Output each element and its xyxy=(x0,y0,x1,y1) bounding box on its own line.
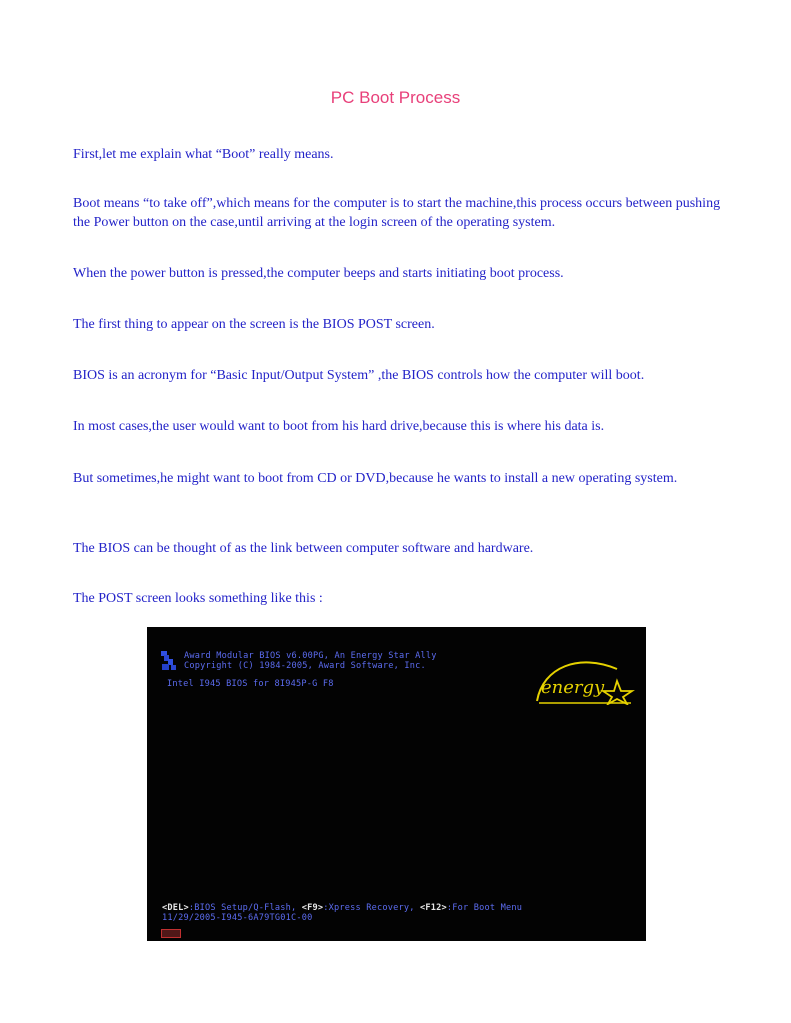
bios-version-line: Award Modular BIOS v6.00PG, An Energy Star Ally xyxy=(184,651,437,661)
paragraph-cd-dvd: But sometimes,he might want to boot from CD or DVD,because he wants to install a new operating system. xyxy=(73,471,678,486)
paragraph-post-screen-intro: The POST screen looks something like this : xyxy=(73,591,323,606)
f9-key-description: :Xpress Recovery, xyxy=(323,903,420,913)
f9-key-label: <F9> xyxy=(301,903,324,913)
paragraph-bios-link: The BIOS can be thought of as the link between computer software and hardware. xyxy=(73,541,534,556)
bios-copyright-line: Copyright (C) 1984-2005, Award Software, Inc. xyxy=(184,661,426,671)
f12-key-description: :For Boot Menu xyxy=(446,903,523,913)
del-key-label: <DEL> xyxy=(162,903,189,913)
bios-board-line: Intel I945 BIOS for 8I945P-G F8 xyxy=(167,679,334,689)
energy-save-indicator-icon xyxy=(161,929,181,938)
paragraph-hard-drive: In most cases,the user would want to boot from his hard drive,because this is where his data is. xyxy=(73,419,605,434)
bios-post-screenshot xyxy=(147,627,646,941)
bios-id-string-line: 11/29/2005-I945-6A79TG01C-00 xyxy=(162,913,313,923)
energy-logo-text: energy xyxy=(541,677,605,698)
document-title: PC Boot Process xyxy=(330,88,461,107)
paragraph-bios-acronym: BIOS is an acronym for “Basic Input/Output System” ,the BIOS controls how the computer will boot. xyxy=(73,368,645,383)
bios-hotkey-line xyxy=(162,903,522,913)
paragraph-power-button: When the power button is pressed,the computer beeps and starts initiating boot process. xyxy=(73,266,564,281)
energy-star-logo-icon xyxy=(531,647,635,705)
del-key-description: :BIOS Setup/Q-Flash, xyxy=(188,903,302,913)
paragraph-bios-post: The first thing to appear on the screen is the BIOS POST screen. xyxy=(73,317,435,332)
f12-key-label: <F12> xyxy=(419,903,447,913)
award-logo-icon xyxy=(160,650,178,672)
paragraph-boot-intro: First,let me explain what “Boot” really means. xyxy=(73,147,334,162)
paragraph-boot-meaning: Boot means “to take off”,which means for the computer is to start the machine,this process occurs between pushing the Power button on the case,until arriving at the login screen of the operating system. xyxy=(73,196,721,230)
